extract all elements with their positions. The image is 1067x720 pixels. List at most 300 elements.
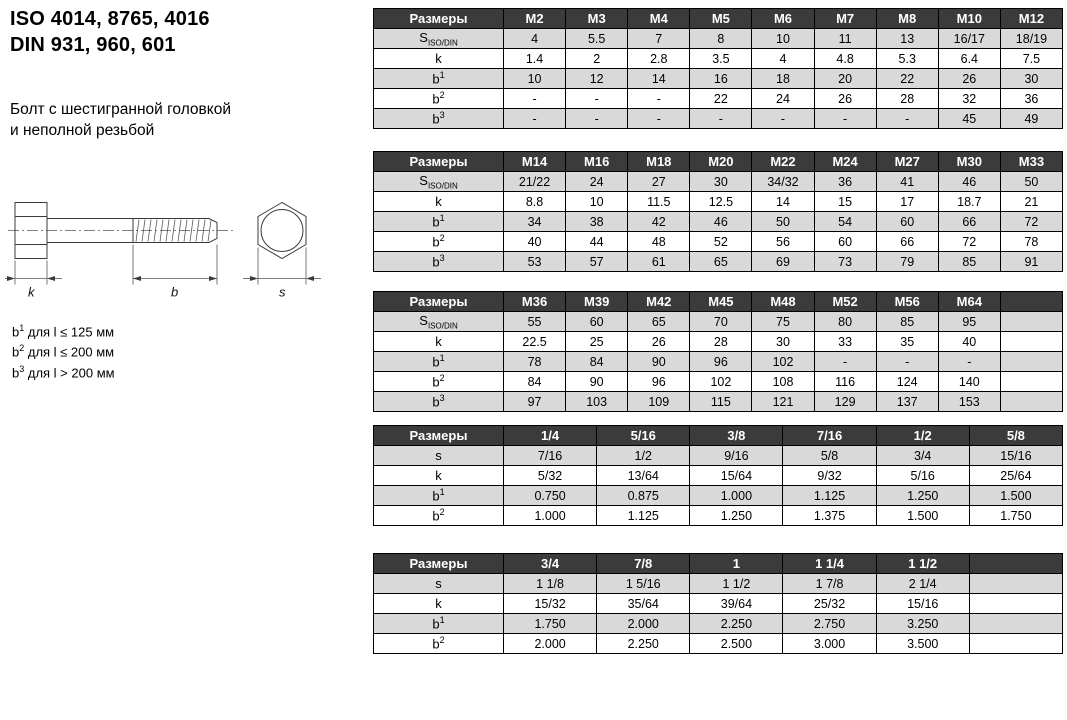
value-cell: 6.4: [938, 49, 1000, 69]
value-cell: 41: [876, 172, 938, 192]
value-cell: 1 7/8: [783, 574, 876, 594]
row-label-cell: s: [374, 574, 504, 594]
table-row: [374, 252, 1063, 272]
value-cell: [969, 574, 1062, 594]
row-label-cell: $S_{ISO/DIN}$: [374, 172, 504, 192]
value-cell: 30: [690, 172, 752, 192]
value-cell: 12: [566, 69, 628, 89]
value-cell: 36: [1000, 89, 1062, 109]
value-cell: 24: [566, 172, 628, 192]
value-cell: 10: [752, 29, 814, 49]
bolt-drawing-svg: [5, 188, 340, 308]
note-b1: $b^1$ для l ≤ 125 мм: [12, 323, 115, 340]
value-cell: 26: [938, 69, 1000, 89]
row-label-cell: $b^2$: [374, 506, 504, 526]
header-size-cell: 5/16: [597, 426, 690, 446]
standard-din-line: DIN 931, 960, 601: [10, 34, 176, 57]
table-row: [374, 69, 1063, 89]
value-cell: 102: [690, 372, 752, 392]
dimension-k: [5, 261, 62, 300]
header-size-cell: M45: [690, 292, 752, 312]
value-cell: [1000, 392, 1062, 412]
value-cell: 28: [876, 89, 938, 109]
value-cell: 52: [690, 232, 752, 252]
table-row: [374, 372, 1063, 392]
header-size-cell: M42: [628, 292, 690, 312]
left-panel: [10, 6, 368, 142]
value-cell: 14: [628, 69, 690, 89]
table-row: [374, 172, 1063, 192]
value-cell: -: [566, 109, 628, 129]
value-cell: 96: [690, 352, 752, 372]
value-cell: 95: [938, 312, 1000, 332]
header-size-cell: M8: [876, 9, 938, 29]
table-row: [374, 446, 1063, 466]
value-cell: 12.5: [690, 192, 752, 212]
value-cell: 36: [814, 172, 876, 192]
value-cell: 140: [938, 372, 1000, 392]
value-cell: 2.000: [597, 614, 690, 634]
value-cell: 26: [814, 89, 876, 109]
value-cell: 14: [752, 192, 814, 212]
value-cell: 50: [752, 212, 814, 232]
table-row: [374, 594, 1063, 614]
value-cell: -: [876, 109, 938, 129]
row-label-cell: $b^3$: [374, 392, 504, 412]
value-cell: 3.5: [690, 49, 752, 69]
value-cell: 25/64: [969, 466, 1062, 486]
header-size-cell: M30: [938, 152, 1000, 172]
value-cell: 5.3: [876, 49, 938, 69]
value-cell: -: [752, 109, 814, 129]
value-cell: 15/16: [969, 446, 1062, 466]
value-cell: 0.750: [504, 486, 597, 506]
value-cell: 42: [628, 212, 690, 232]
dim-label-s: s: [279, 284, 286, 300]
value-cell: 56: [752, 232, 814, 252]
table-row: [374, 192, 1063, 212]
value-cell: 79: [876, 252, 938, 272]
value-cell: [1000, 352, 1062, 372]
row-label-cell: $S_{ISO/DIN}$: [374, 312, 504, 332]
value-cell: 10: [566, 192, 628, 212]
table-header-row: [374, 554, 1063, 574]
value-cell: 1 1/8: [504, 574, 597, 594]
value-cell: 2: [566, 49, 628, 69]
value-cell: 78: [1000, 232, 1062, 252]
value-cell: 61: [628, 252, 690, 272]
table-row: [374, 506, 1063, 526]
row-label-cell: $b^1$: [374, 212, 504, 232]
row-label-cell: $S_{ISO/DIN}$: [374, 29, 504, 49]
value-cell: 11.5: [628, 192, 690, 212]
header-label-cell: Размеры: [374, 554, 504, 574]
value-cell: 7/16: [504, 446, 597, 466]
value-cell: [969, 594, 1062, 614]
standard-iso-line: ISO 4014, 8765, 4016: [10, 8, 210, 30]
header-size-cell: M39: [566, 292, 628, 312]
value-cell: [969, 634, 1062, 654]
value-cell: 2.500: [690, 634, 783, 654]
value-cell: 7: [628, 29, 690, 49]
value-cell: 121: [752, 392, 814, 412]
table-row: [374, 29, 1063, 49]
value-cell: 96: [628, 372, 690, 392]
value-cell: -: [814, 109, 876, 129]
table-row: [374, 89, 1063, 109]
value-cell: 35: [876, 332, 938, 352]
value-cell: 78: [504, 352, 566, 372]
row-label-cell: $b^2$: [374, 372, 504, 392]
value-cell: -: [628, 109, 690, 129]
value-cell: -: [566, 89, 628, 109]
value-cell: 53: [504, 252, 566, 272]
dim-label-b: b: [171, 284, 179, 300]
value-cell: 1.125: [783, 486, 876, 506]
value-cell: 25: [566, 332, 628, 352]
header-size-cell: [1000, 292, 1062, 312]
header-size-cell: M52: [814, 292, 876, 312]
header-label-cell: Размеры: [374, 292, 504, 312]
value-cell: 26: [628, 332, 690, 352]
value-cell: 16: [690, 69, 752, 89]
value-cell: 34/32: [752, 172, 814, 192]
table-row: [374, 332, 1063, 352]
table-row: [374, 212, 1063, 232]
value-cell: [1000, 332, 1062, 352]
value-cell: 30: [752, 332, 814, 352]
value-cell: 18.7: [938, 192, 1000, 212]
table-row: [374, 232, 1063, 252]
value-cell: 153: [938, 392, 1000, 412]
header-size-cell: M64: [938, 292, 1000, 312]
value-cell: 4: [752, 49, 814, 69]
note-b2: $b^2$ для l ≤ 200 мм: [12, 343, 115, 360]
value-cell: 10: [504, 69, 566, 89]
header-size-cell: 5/8: [969, 426, 1062, 446]
value-cell: -: [504, 89, 566, 109]
header-size-cell: 7/8: [597, 554, 690, 574]
table-row: [374, 634, 1063, 654]
header-size-cell: 3/8: [690, 426, 783, 446]
value-cell: 124: [876, 372, 938, 392]
dimension-s: [243, 248, 321, 300]
tables-column: [373, 8, 1063, 654]
value-cell: 1.750: [504, 614, 597, 634]
value-cell: 9/32: [783, 466, 876, 486]
value-cell: 1.500: [969, 486, 1062, 506]
value-cell: 129: [814, 392, 876, 412]
value-cell: 65: [690, 252, 752, 272]
value-cell: 34: [504, 212, 566, 232]
value-cell: 84: [566, 352, 628, 372]
value-cell: 54: [814, 212, 876, 232]
value-cell: 91: [1000, 252, 1062, 272]
value-cell: 22.5: [504, 332, 566, 352]
value-cell: -: [876, 352, 938, 372]
table-header-row: [374, 9, 1063, 29]
value-cell: 1.000: [504, 506, 597, 526]
note-b3: $b^3$ для l > 200 мм: [12, 363, 115, 381]
value-cell: 72: [1000, 212, 1062, 232]
value-cell: 69: [752, 252, 814, 272]
value-cell: 9/16: [690, 446, 783, 466]
header-size-cell: M4: [628, 9, 690, 29]
value-cell: 18: [752, 69, 814, 89]
table-header-row: [374, 292, 1063, 312]
value-cell: 90: [566, 372, 628, 392]
page-subtitle: Болт с шестигранной головкой и неполной резьбой: [10, 100, 232, 140]
value-cell: 1 1/2: [690, 574, 783, 594]
value-cell: 2.750: [783, 614, 876, 634]
row-label-cell: $b^2$: [374, 232, 504, 252]
value-cell: 108: [752, 372, 814, 392]
header-size-cell: M5: [690, 9, 752, 29]
header-size-cell: M24: [814, 152, 876, 172]
value-cell: 1.250: [690, 506, 783, 526]
value-cell: 3/4: [876, 446, 969, 466]
row-label-cell: k: [374, 192, 504, 212]
table-row: [374, 486, 1063, 506]
value-cell: 40: [938, 332, 1000, 352]
value-cell: 22: [876, 69, 938, 89]
value-cell: 1.750: [969, 506, 1062, 526]
table-row: [374, 466, 1063, 486]
value-cell: 27: [628, 172, 690, 192]
value-cell: -: [504, 109, 566, 129]
value-cell: 38: [566, 212, 628, 232]
value-cell: 4.8: [814, 49, 876, 69]
table-row: [374, 312, 1063, 332]
header-size-cell: 3/4: [504, 554, 597, 574]
value-cell: 66: [876, 232, 938, 252]
value-cell: 2 1/4: [876, 574, 969, 594]
row-label-cell: k: [374, 332, 504, 352]
value-cell: 2.8: [628, 49, 690, 69]
value-cell: -: [628, 89, 690, 109]
value-cell: 73: [814, 252, 876, 272]
value-cell: 33: [814, 332, 876, 352]
value-cell: 70: [690, 312, 752, 332]
value-cell: 8: [690, 29, 752, 49]
row-label-cell: $b^1$: [374, 614, 504, 634]
value-cell: 137: [876, 392, 938, 412]
value-cell: 21: [1000, 192, 1062, 212]
bolt-head-end-view: [258, 203, 306, 259]
value-cell: 103: [566, 392, 628, 412]
header-size-cell: M27: [876, 152, 938, 172]
value-cell: 21/22: [504, 172, 566, 192]
table-row: [374, 49, 1063, 69]
value-cell: 1 5/16: [597, 574, 690, 594]
value-cell: 5/8: [783, 446, 876, 466]
header-size-cell: M12: [1000, 9, 1062, 29]
row-label-cell: $b^2$: [374, 634, 504, 654]
inch-table-3-4-to-1-1-2: [373, 553, 1063, 654]
value-cell: 8.8: [504, 192, 566, 212]
header-size-cell: M7: [814, 9, 876, 29]
row-label-cell: k: [374, 466, 504, 486]
table-row: [374, 614, 1063, 634]
header-size-cell: M33: [1000, 152, 1062, 172]
value-cell: 5.5: [566, 29, 628, 49]
value-cell: 60: [876, 212, 938, 232]
value-cell: 44: [566, 232, 628, 252]
inch-table-quarter-to-5-8: [373, 425, 1063, 526]
value-cell: 1.375: [783, 506, 876, 526]
header-size-cell: M20: [690, 152, 752, 172]
header-size-cell: M48: [752, 292, 814, 312]
row-label-cell: k: [374, 49, 504, 69]
value-cell: 97: [504, 392, 566, 412]
value-cell: 1.250: [876, 486, 969, 506]
row-label-cell: $b^3$: [374, 109, 504, 129]
header-size-cell: 7/16: [783, 426, 876, 446]
header-size-cell: M2: [504, 9, 566, 29]
value-cell: 18/19: [1000, 29, 1062, 49]
header-size-cell: [969, 554, 1062, 574]
value-cell: 0.875: [597, 486, 690, 506]
header-size-cell: M10: [938, 9, 1000, 29]
value-cell: 16/17: [938, 29, 1000, 49]
value-cell: 4: [504, 29, 566, 49]
row-label-cell: $b^1$: [374, 69, 504, 89]
value-cell: 75: [752, 312, 814, 332]
header-size-cell: 1 1/2: [876, 554, 969, 574]
dimension-b: [133, 245, 217, 300]
row-label-cell: s: [374, 446, 504, 466]
value-cell: 50: [1000, 172, 1062, 192]
row-label-cell: $b^2$: [374, 89, 504, 109]
value-cell: 1/2: [597, 446, 690, 466]
value-cell: 2.250: [690, 614, 783, 634]
value-cell: 25/32: [783, 594, 876, 614]
value-cell: 115: [690, 392, 752, 412]
header-size-cell: 1/2: [876, 426, 969, 446]
value-cell: 24: [752, 89, 814, 109]
value-cell: -: [690, 109, 752, 129]
row-label-cell: $b^3$: [374, 252, 504, 272]
value-cell: 3.250: [876, 614, 969, 634]
value-cell: 85: [938, 252, 1000, 272]
value-cell: 3.000: [783, 634, 876, 654]
header-size-cell: M16: [566, 152, 628, 172]
value-cell: 84: [504, 372, 566, 392]
value-cell: 109: [628, 392, 690, 412]
value-cell: [969, 614, 1062, 634]
value-cell: 5/32: [504, 466, 597, 486]
metric-table-m36-m64: [373, 291, 1063, 412]
header-size-cell: M6: [752, 9, 814, 29]
value-cell: 15: [814, 192, 876, 212]
value-cell: 65: [628, 312, 690, 332]
value-cell: 46: [690, 212, 752, 232]
value-cell: -: [938, 352, 1000, 372]
value-cell: 57: [566, 252, 628, 272]
value-cell: 13/64: [597, 466, 690, 486]
value-cell: 15/64: [690, 466, 783, 486]
header-label-cell: Размеры: [374, 426, 504, 446]
value-cell: 30: [1000, 69, 1062, 89]
value-cell: 32: [938, 89, 1000, 109]
value-cell: 13: [876, 29, 938, 49]
value-cell: 2.000: [504, 634, 597, 654]
header-size-cell: M22: [752, 152, 814, 172]
value-cell: 22: [690, 89, 752, 109]
value-cell: 72: [938, 232, 1000, 252]
header-size-cell: 1/4: [504, 426, 597, 446]
value-cell: [1000, 312, 1062, 332]
value-cell: -: [814, 352, 876, 372]
metric-table-m2-m12: [373, 8, 1063, 129]
value-cell: 15/32: [504, 594, 597, 614]
header-label-cell: Размеры: [374, 9, 504, 29]
table-row: [374, 392, 1063, 412]
header-size-cell: 1 1/4: [783, 554, 876, 574]
value-cell: 49: [1000, 109, 1062, 129]
header-label-cell: Размеры: [374, 152, 504, 172]
bolt-technical-drawing: [5, 188, 340, 308]
dim-label-k: k: [28, 284, 35, 300]
value-cell: 1.4: [504, 49, 566, 69]
thread-length-notes: [12, 322, 115, 383]
value-cell: 55: [504, 312, 566, 332]
table-row: [374, 352, 1063, 372]
header-size-cell: M56: [876, 292, 938, 312]
value-cell: 39/64: [690, 594, 783, 614]
value-cell: 66: [938, 212, 1000, 232]
header-size-cell: M14: [504, 152, 566, 172]
value-cell: 80: [814, 312, 876, 332]
value-cell: 7.5: [1000, 49, 1062, 69]
table-header-row: [374, 152, 1063, 172]
value-cell: 90: [628, 352, 690, 372]
value-cell: 1.500: [876, 506, 969, 526]
table-row: [374, 574, 1063, 594]
row-label-cell: k: [374, 594, 504, 614]
value-cell: 45: [938, 109, 1000, 129]
value-cell: 46: [938, 172, 1000, 192]
value-cell: 85: [876, 312, 938, 332]
value-cell: 40: [504, 232, 566, 252]
value-cell: 2.250: [597, 634, 690, 654]
value-cell: 48: [628, 232, 690, 252]
table-row: [374, 109, 1063, 129]
value-cell: 28: [690, 332, 752, 352]
header-size-cell: 1: [690, 554, 783, 574]
value-cell: 15/16: [876, 594, 969, 614]
value-cell: 60: [566, 312, 628, 332]
value-cell: 20: [814, 69, 876, 89]
header-size-cell: M18: [628, 152, 690, 172]
value-cell: 5/16: [876, 466, 969, 486]
value-cell: 3.500: [876, 634, 969, 654]
row-label-cell: $b^1$: [374, 486, 504, 506]
metric-table-m14-m33: [373, 151, 1063, 272]
value-cell: 102: [752, 352, 814, 372]
page-title: [10, 6, 368, 59]
value-cell: 17: [876, 192, 938, 212]
value-cell: [1000, 372, 1062, 392]
value-cell: 11: [814, 29, 876, 49]
header-size-cell: M36: [504, 292, 566, 312]
table-header-row: [374, 426, 1063, 446]
value-cell: 116: [814, 372, 876, 392]
row-label-cell: $b^1$: [374, 352, 504, 372]
header-size-cell: M3: [566, 9, 628, 29]
value-cell: 1.000: [690, 486, 783, 506]
value-cell: 60: [814, 232, 876, 252]
